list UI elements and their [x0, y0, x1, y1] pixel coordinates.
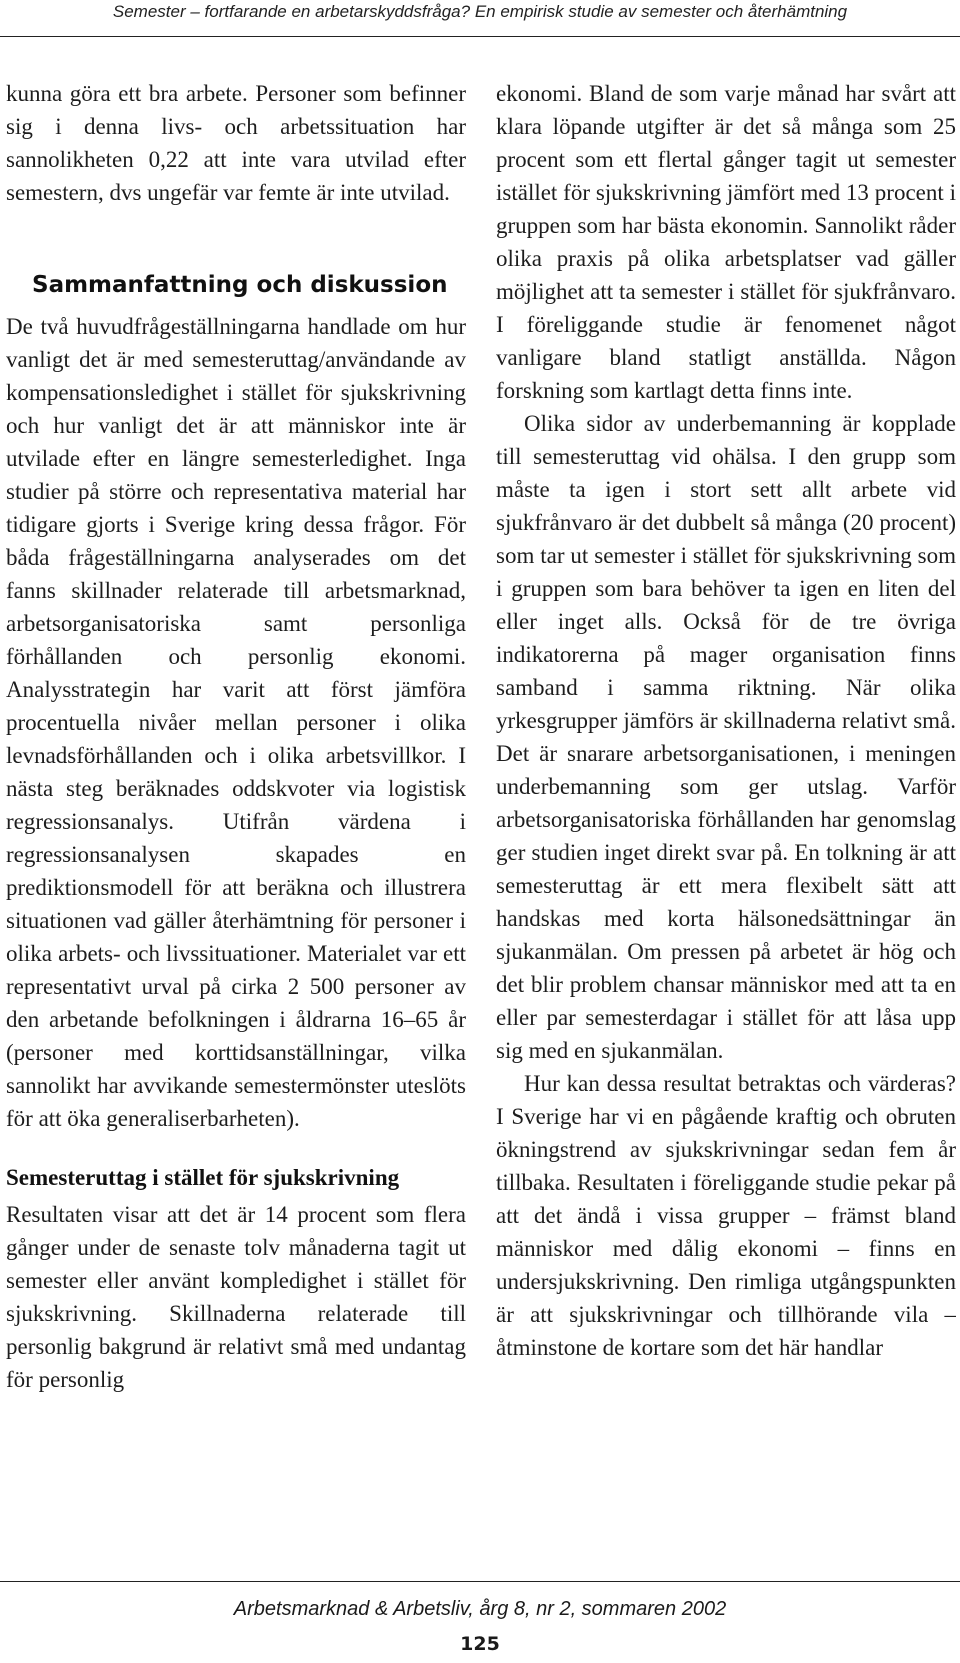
header-rule [0, 36, 960, 37]
page-number: 125 [460, 1633, 500, 1655]
journal-citation: Arbetsmarknad & Arbetsliv, årg 8, nr 2, sommaren 2002 [233, 1598, 727, 1620]
right-column [496, 77, 956, 1517]
opening-paragraph: kunna göra ett bra arbete. Personer som befinner sig i denna livs- och arbetssituation har sannolikheten 0,22 att inte vara utvilad efter semestern, dvs ungefär var femte är inte utvilad. [6, 81, 466, 205]
left-column [6, 77, 466, 1517]
footer-rule [0, 1581, 960, 1582]
subsection-heading: Semesteruttag i stället för sjukskrivning [6, 1165, 400, 1190]
section-heading: Sammanfattning och diskussion [32, 272, 448, 298]
results-paragraph: Resultaten visar att det är 14 procent som flera gånger under de senaste tolv månaderna tagit ut semester eller använt kompledighet i stället för sjukskrivning. Skillnaderna relaterade till personlig bakgrund är relativt små med undantag för personlig [6, 1202, 466, 1392]
summary-paragraph: De två huvudfrågeställningarna handlade om hur vanligt det är med semesteruttag/användande av kompensationsledighet i stället för sjukskrivning och hur vanligt det är att människor inte är utvilade efter en längre semesterledighet. Inga studier på större och representativa material har tidigare gjorts i Sverige kring dessa frågor. För båda frågeställningarna analyserades om det fanns skillnader relaterade till arbetsmarknad, arbetsorganisatoriska samt personliga förhållanden och personlig ekonomi. Analysstrategin har varit att först jämföra procentuella nivåer mellan personer i olika levnadsförhållanden och i olika arbetsvillkor. I nästa steg beräknades oddskvoter via logistisk regressionsanalys. Utifrån värdena i regressionsanalysen skapades en prediktionsmodell för att beräkna och illustrera situationen vad gäller återhämtning för personer i olika arbets- och livssituationer. Materialet var ett representativt urval på cirka 2 500 personer av den arbetande befolkningen i åldrarna 16–65 år (personer med korttidsanställningar, vilka sannolikt har avvikande semestermönster uteslöts för att öka generaliserbarheten). [6, 314, 466, 1131]
running-head: Semester – fortfarande en arbetarskyddsfråga? En empirisk studie av semester och återhämtning [112, 2, 848, 21]
evaluation-paragraph: Hur kan dessa resultat betraktas och värderas? I Sverige har vi en pågående kraftig och obruten ökningstrend av sjukskrivningar sedan fem år tillbaka. Resultaten i föreliggande studie pekar på att det ändå i vissa grupper – främst bland människor med dålig ekonomi – finns en undersjukskrivning. Den rimliga utgångspunkten är att sjukskrivningar och tillhörande vila – åtminstone de kortare som det här handlar [496, 1071, 956, 1360]
economy-paragraph: ekonomi. Bland de som varje månad har svårt att klara löpande utgifter är det så många som 25 procent som ett flertal gånger tagit ut semester istället för sjukskrivning jämfört med 13 procent i gruppen som har bästa ekonomin. Sannolikt råder olika praxis på olika arbetsplatser vad gäller möjlighet att ta semester i stället för sjukfrånvaro. I föreliggande studie är fenomenet något vanligare bland statligt anställda. Någon forskning som kartlagt detta finns inte. [496, 81, 956, 403]
understaffing-paragraph: Olika sidor av underbemanning är kopplade till semesteruttag vid ohälsa. I den grupp som måste ta igen i stort sett allt arbete vid sjukfrånvaro är det dubbelt så många (20 procent) som tar ut semester i stället för sjukskrivning som i gruppen som bara behöver ta igen en liten del eller inget alls. Också för de tre övriga indikatorerna på mager organisation finns samband i samma riktning. När olika yrkesgrupper jämförs är skillnaderna relativt små. Det är snarare arbetsorganisationen, i meningen underbemanning som ger utslag. Varför arbetsorganisatoriska förhållanden har genomslag ger studien inget direkt svar på. En tolkning är att semesteruttag är ett mera flexibelt sätt att handskas med korta hälsonedsättningar än sjukanmälan. Om pressen på arbetet är hög och det blir problem chansar människor med att ta en eller par semesterdagar i stället för att låsa upp sig med en sjukanmälan. [496, 411, 956, 1063]
